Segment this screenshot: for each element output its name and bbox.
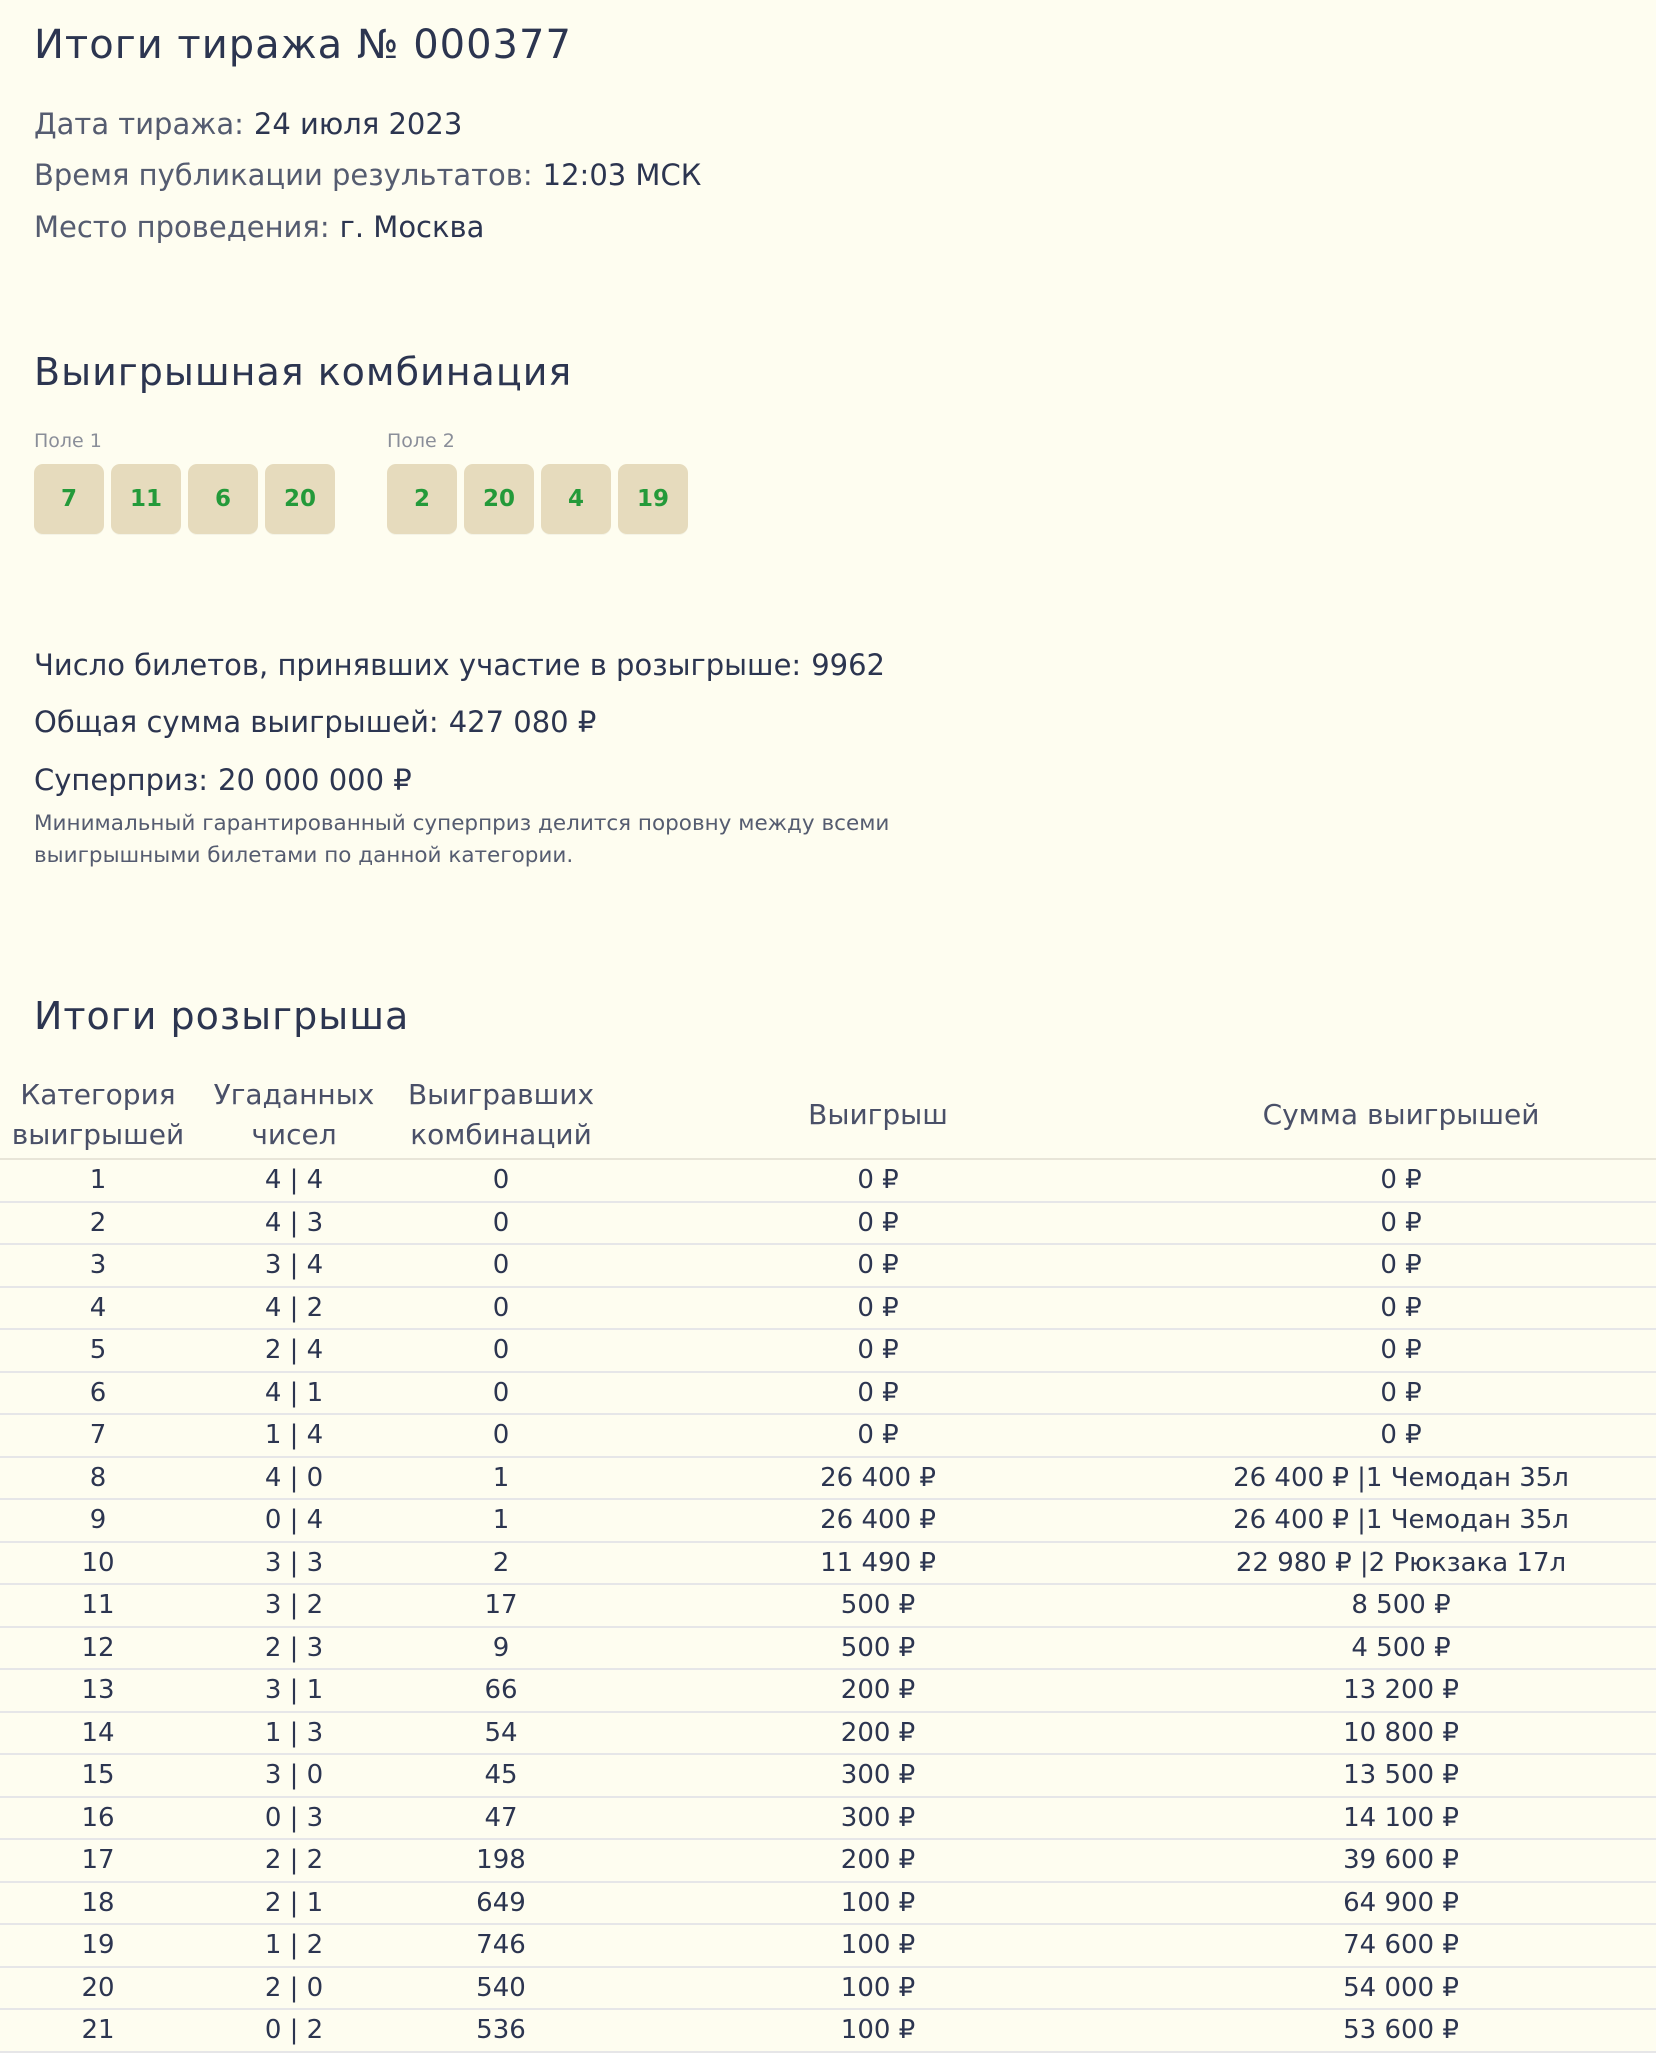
field-1 [34, 428, 335, 534]
table-row [0, 1584, 1656, 1627]
prize-cell: 100 ₽ [610, 2009, 1146, 2052]
publication-time-label: Время публикации результатов: [34, 158, 533, 192]
category-cell: 17 [0, 1839, 196, 1882]
combos-cell: 198 [392, 1839, 610, 1882]
prize-cell: 0 ₽ [610, 1414, 1146, 1457]
field-1-label: Поле 1 [34, 430, 102, 452]
table-row [0, 1627, 1656, 1670]
combos-cell: 0 [392, 1414, 610, 1457]
guessed-cell: 0 | 2 [196, 2009, 392, 2052]
guessed-cell: 3 | 1 [196, 1669, 392, 1712]
header-guessed [196, 1072, 392, 1159]
total-cell: 14 100 ₽ [1146, 1797, 1656, 1840]
category-cell: 21 [0, 2009, 196, 2052]
prize-cell: 11 490 ₽ [610, 1542, 1146, 1585]
category-cell: 7 [0, 1414, 196, 1457]
header-combos [392, 1072, 610, 1159]
guessed-cell: 2 | 3 [196, 1627, 392, 1670]
total-cell: 53 600 ₽ [1146, 2009, 1656, 2052]
table-row [0, 2009, 1656, 2052]
total-cell: 54 000 ₽ [1146, 1967, 1656, 2010]
guessed-cell: 2 | 1 [196, 1882, 392, 1925]
combos-cell: 1 [392, 1499, 610, 1542]
publication-time-value: 12:03 МСК [542, 158, 702, 192]
total-cell: 0 ₽ [1146, 1414, 1656, 1457]
combos-cell: 0 [392, 1244, 610, 1287]
guessed-cell: 1 | 4 [196, 1414, 392, 1457]
field-2-balls [387, 464, 688, 534]
combos-cell: 536 [392, 2009, 610, 2052]
category-cell: 8 [0, 1457, 196, 1500]
prize-cell: 200 ₽ [610, 1839, 1146, 1882]
table-row [0, 1754, 1656, 1797]
ball: 4 [541, 464, 611, 534]
total-cell: 0 ₽ [1146, 1159, 1656, 1202]
category-cell: 19 [0, 1924, 196, 1967]
prize-cell: 0 ₽ [610, 1202, 1146, 1245]
results-table [0, 1072, 1656, 2053]
header-category-line2: выигрышей [11, 1118, 185, 1151]
prize-cell: 0 ₽ [610, 1329, 1146, 1372]
guessed-cell: 3 | 2 [196, 1584, 392, 1627]
superprize-note: Минимальный гарантированный суперприз делится поровну между всеми выигрышными билетами по данной категории. [34, 811, 890, 868]
ball: 19 [618, 464, 688, 534]
prize-cell: 26 400 ₽ [610, 1457, 1146, 1500]
table-row [0, 1414, 1656, 1457]
results-header-row [0, 1072, 1656, 1159]
prize-cell: 26 400 ₽ [610, 1499, 1146, 1542]
table-row [0, 1669, 1656, 1712]
header-guessed-line1: Угаданных [213, 1078, 375, 1111]
total-cell: 39 600 ₽ [1146, 1839, 1656, 1882]
guessed-cell: 2 | 2 [196, 1839, 392, 1882]
category-cell: 3 [0, 1244, 196, 1287]
total-cell: 4 500 ₽ [1146, 1627, 1656, 1670]
table-row [0, 1712, 1656, 1755]
guessed-cell: 1 | 2 [196, 1924, 392, 1967]
field-1-balls [34, 464, 335, 534]
table-row [0, 1329, 1656, 1372]
header-total: Сумма выигрышей [1146, 1072, 1656, 1159]
combination-title: Выигрышная комбинация [34, 350, 573, 394]
prize-cell: 300 ₽ [610, 1797, 1146, 1840]
field-2-label: Поле 2 [387, 430, 455, 452]
guessed-cell: 0 | 4 [196, 1499, 392, 1542]
prize-cell: 0 ₽ [610, 1287, 1146, 1330]
category-cell: 12 [0, 1627, 196, 1670]
total-cell: 0 ₽ [1146, 1244, 1656, 1287]
table-row [0, 1457, 1656, 1500]
prize-cell: 500 ₽ [610, 1584, 1146, 1627]
superprize-label: Суперприз: [34, 763, 209, 797]
total-cell: 8 500 ₽ [1146, 1584, 1656, 1627]
combos-cell: 66 [392, 1669, 610, 1712]
guessed-cell: 1 | 3 [196, 1712, 392, 1755]
combos-cell: 746 [392, 1924, 610, 1967]
total-winnings [34, 705, 596, 739]
combos-cell: 0 [392, 1202, 610, 1245]
total-cell: 22 980 ₽ |2 Рюкзака 17л [1146, 1542, 1656, 1585]
guessed-cell: 4 | 4 [196, 1159, 392, 1202]
guessed-cell: 4 | 3 [196, 1202, 392, 1245]
category-cell: 18 [0, 1882, 196, 1925]
ball: 2 [387, 464, 457, 534]
header-combos-line1: Выигравших [407, 1078, 595, 1111]
category-cell: 9 [0, 1499, 196, 1542]
draw-place-value: г. Москва [339, 210, 485, 244]
combos-cell: 2 [392, 1542, 610, 1585]
category-cell: 1 [0, 1159, 196, 1202]
combos-cell: 47 [392, 1797, 610, 1840]
table-row [0, 1967, 1656, 2010]
header-prize: Выигрыш [610, 1072, 1146, 1159]
category-cell: 4 [0, 1287, 196, 1330]
field-2 [387, 428, 688, 534]
header-category [0, 1072, 196, 1159]
tickets-count-label: Число билетов, принявших участие в розыгрыше: [34, 648, 802, 682]
combos-cell: 649 [392, 1882, 610, 1925]
total-cell: 26 400 ₽ |1 Чемодан 35л [1146, 1499, 1656, 1542]
draw-place [34, 210, 484, 244]
combos-cell: 0 [392, 1159, 610, 1202]
draw-date-label: Дата тиража: [34, 107, 244, 141]
prize-cell: 0 ₽ [610, 1159, 1146, 1202]
ball: 20 [265, 464, 335, 534]
guessed-cell: 3 | 4 [196, 1244, 392, 1287]
total-cell: 13 200 ₽ [1146, 1669, 1656, 1712]
prize-cell: 200 ₽ [610, 1712, 1146, 1755]
table-row [0, 1244, 1656, 1287]
ball: 6 [188, 464, 258, 534]
table-row [0, 1202, 1656, 1245]
ball: 20 [464, 464, 534, 534]
header-category-line1: Категория [20, 1078, 176, 1111]
total-cell: 26 400 ₽ |1 Чемодан 35л [1146, 1457, 1656, 1500]
superprize-value: 20 000 000 ₽ [218, 763, 412, 797]
category-cell: 5 [0, 1329, 196, 1372]
total-cell: 0 ₽ [1146, 1329, 1656, 1372]
category-cell: 10 [0, 1542, 196, 1585]
table-row [0, 1924, 1656, 1967]
combos-cell: 0 [392, 1329, 610, 1372]
superprize [34, 763, 412, 797]
category-cell: 2 [0, 1202, 196, 1245]
header-combos-line2: комбинаций [410, 1118, 592, 1151]
table-row [0, 1372, 1656, 1415]
guessed-cell: 4 | 1 [196, 1372, 392, 1415]
total-cell: 64 900 ₽ [1146, 1882, 1656, 1925]
category-cell: 15 [0, 1754, 196, 1797]
combos-cell: 17 [392, 1584, 610, 1627]
combos-cell: 45 [392, 1754, 610, 1797]
tickets-count-value: 9962 [811, 648, 886, 682]
guessed-cell: 4 | 0 [196, 1457, 392, 1500]
total-cell: 0 ₽ [1146, 1372, 1656, 1415]
total-winnings-label: Общая сумма выигрышей: [34, 705, 439, 739]
combos-cell: 0 [392, 1287, 610, 1330]
prize-cell: 0 ₽ [610, 1372, 1146, 1415]
guessed-cell: 3 | 0 [196, 1754, 392, 1797]
category-cell: 14 [0, 1712, 196, 1755]
category-cell: 11 [0, 1584, 196, 1627]
combos-cell: 0 [392, 1372, 610, 1415]
ball: 7 [34, 464, 104, 534]
guessed-cell: 0 | 3 [196, 1797, 392, 1840]
guessed-cell: 2 | 0 [196, 1967, 392, 2010]
table-row [0, 1882, 1656, 1925]
category-cell: 20 [0, 1967, 196, 2010]
total-cell: 0 ₽ [1146, 1202, 1656, 1245]
total-cell: 10 800 ₽ [1146, 1712, 1656, 1755]
combos-cell: 540 [392, 1967, 610, 2010]
prize-cell: 0 ₽ [610, 1244, 1146, 1287]
table-row [0, 1542, 1656, 1585]
draw-place-label: Место проведения: [34, 210, 330, 244]
table-row [0, 1797, 1656, 1840]
page-title: Итоги тиража № 000377 [34, 22, 572, 68]
category-cell: 16 [0, 1797, 196, 1840]
draw-date-value: 24 июля 2023 [253, 107, 463, 141]
guessed-cell: 3 | 3 [196, 1542, 392, 1585]
prize-cell: 100 ₽ [610, 1924, 1146, 1967]
combos-cell: 1 [392, 1457, 610, 1500]
prize-cell: 200 ₽ [610, 1669, 1146, 1712]
draw-date [34, 107, 462, 141]
results-title: Итоги розыгрыша [34, 994, 410, 1038]
guessed-cell: 4 | 2 [196, 1287, 392, 1330]
table-row [0, 1499, 1656, 1542]
table-row [0, 1839, 1656, 1882]
total-cell: 13 500 ₽ [1146, 1754, 1656, 1797]
category-cell: 6 [0, 1372, 196, 1415]
header-guessed-line2: чисел [251, 1118, 337, 1151]
prize-cell: 300 ₽ [610, 1754, 1146, 1797]
total-winnings-value: 427 080 ₽ [448, 705, 597, 739]
results-body [0, 1159, 1656, 2052]
ball: 11 [111, 464, 181, 534]
combos-cell: 9 [392, 1627, 610, 1670]
guessed-cell: 2 | 4 [196, 1329, 392, 1372]
prize-cell: 500 ₽ [610, 1627, 1146, 1670]
prize-cell: 100 ₽ [610, 1967, 1146, 2010]
prize-cell: 100 ₽ [610, 1882, 1146, 1925]
category-cell: 13 [0, 1669, 196, 1712]
table-row [0, 1159, 1656, 1202]
table-row [0, 1287, 1656, 1330]
publication-time [34, 158, 701, 192]
total-cell: 0 ₽ [1146, 1287, 1656, 1330]
total-cell: 74 600 ₽ [1146, 1924, 1656, 1967]
combos-cell: 54 [392, 1712, 610, 1755]
tickets-count [34, 648, 885, 682]
